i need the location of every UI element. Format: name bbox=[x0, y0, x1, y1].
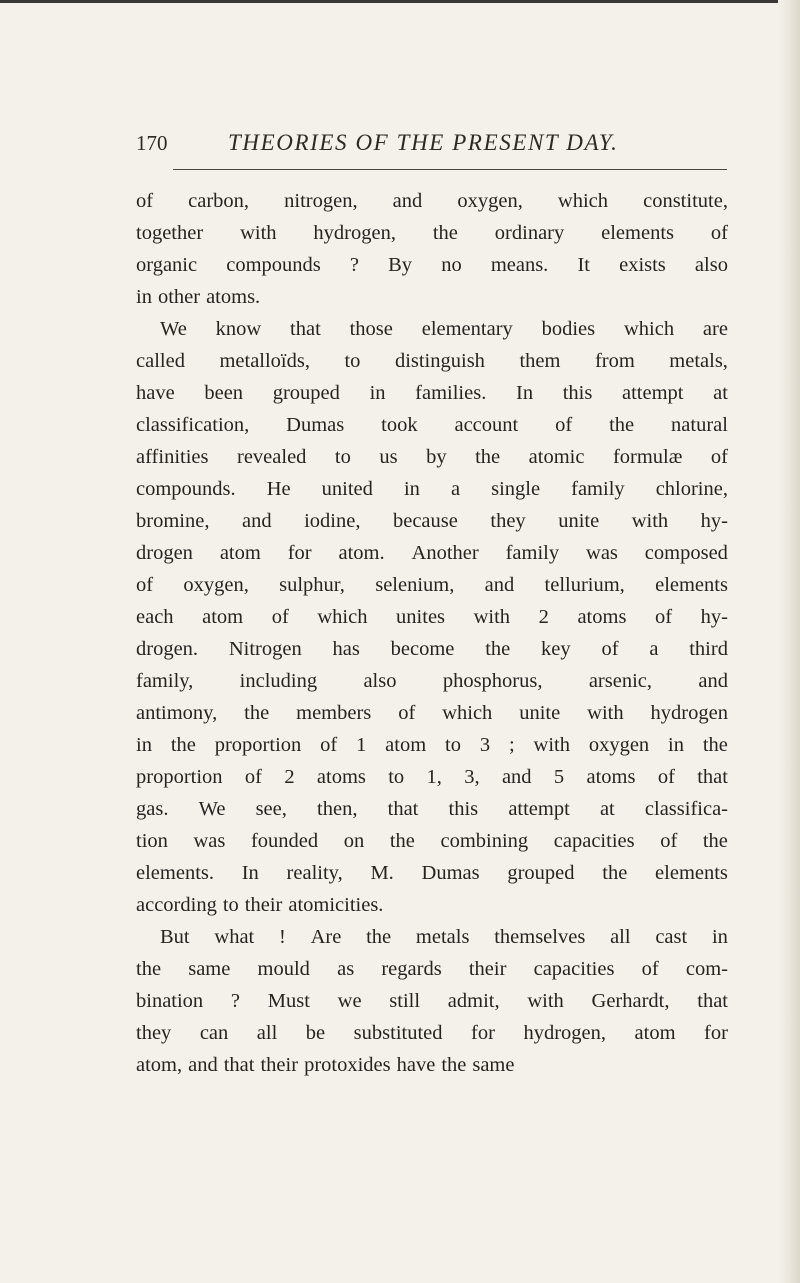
body-text bbox=[136, 185, 728, 1081]
text-line: have been grouped in families. In this attempt at bbox=[136, 382, 728, 404]
text-line: gas. We see, then, that this attempt at classifica- bbox=[136, 798, 728, 820]
text-line: each atom of which unites with 2 atoms of hy- bbox=[136, 606, 728, 628]
text-line: drogen atom for atom. Another family was composed bbox=[136, 542, 728, 564]
text-line: organic compounds ? By no means. It exists also bbox=[136, 254, 728, 276]
text-line: compounds. He united in a single family chlorine, bbox=[136, 478, 728, 500]
text-line: called metalloïds, to distinguish them from metals, bbox=[136, 350, 728, 372]
text-line: of oxygen, sulphur, selenium, and tellurium, elements bbox=[136, 574, 728, 596]
text-line: bination ? Must we still admit, with Gerhardt, that bbox=[136, 990, 728, 1012]
text-line: atom, and that their protoxides have the same bbox=[136, 1054, 515, 1076]
text-line: drogen. Nitrogen has become the key of a third bbox=[136, 638, 728, 660]
text-line: in the proportion of 1 atom to 3 ; with oxygen in the bbox=[136, 734, 728, 756]
running-head: THEORIES OF THE PRESENT DAY. bbox=[228, 130, 619, 155]
page-number: 170 bbox=[136, 131, 168, 155]
text-line: tion was founded on the combining capacities of the bbox=[136, 830, 728, 852]
text-line: affinities revealed to us by the atomic formulæ of bbox=[136, 446, 728, 468]
scan-right-margin bbox=[778, 0, 800, 1283]
text-line: of carbon, nitrogen, and oxygen, which constitute, bbox=[136, 190, 728, 212]
text-line: But what ! Are the metals themselves all cast in bbox=[160, 926, 728, 948]
text-line: family, including also phosphorus, arsenic, and bbox=[136, 670, 728, 692]
text-line: the same mould as regards their capacities of com- bbox=[136, 958, 728, 980]
text-line: proportion of 2 atoms to 1, 3, and 5 atoms of that bbox=[136, 766, 728, 788]
text-line: classification, Dumas took account of the natural bbox=[136, 414, 728, 436]
text-line: they can all be substituted for hydrogen, atom for bbox=[136, 1022, 728, 1044]
text-line: antimony, the members of which unite with hydrogen bbox=[136, 702, 728, 724]
text-line: We know that those elementary bodies which are bbox=[160, 318, 728, 340]
scan-top-edge bbox=[0, 0, 800, 3]
text-line: according to their atomicities. bbox=[136, 894, 384, 916]
text-line: bromine, and iodine, because they unite with hy- bbox=[136, 510, 728, 532]
text-line: together with hydrogen, the ordinary elements of bbox=[136, 222, 728, 244]
page-header bbox=[136, 128, 726, 158]
text-line: in other atoms. bbox=[136, 286, 261, 308]
header-rule bbox=[173, 169, 727, 170]
text-line: elements. In reality, M. Dumas grouped the elements bbox=[136, 862, 728, 884]
